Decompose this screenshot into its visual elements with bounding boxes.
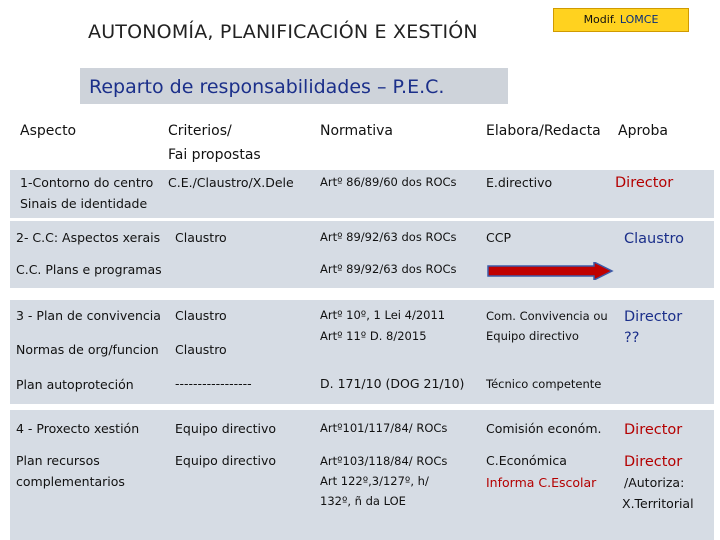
r5-criterios: Claustro	[175, 342, 227, 357]
r4-elabora-line1: Com. Convivencia ou	[486, 309, 608, 323]
r8-normativa-line1: Artº103/118/84/ ROCs	[320, 454, 448, 468]
r8-criterios: Equipo directivo	[175, 453, 277, 468]
r1-elabora: E.directivo	[486, 175, 553, 190]
r2-aproba: Claustro	[624, 231, 684, 247]
r8-aspecto-line2: complementarios	[16, 474, 125, 489]
page-title: AUTONOMÍA, PLANIFICACIÓN E XESTIÓN	[88, 21, 478, 43]
r7-normativa: Artº101/117/84/ ROCs	[320, 421, 448, 435]
r7-criterios: Equipo directivo	[175, 421, 277, 436]
col-header-criterios	[168, 120, 261, 166]
r4-elabora-line2: Equipo directivo	[486, 329, 579, 343]
r8-elabora-line1: C.Económica	[486, 453, 567, 468]
r1-normativa: Artº 86/89/60 dos ROCs	[320, 175, 457, 189]
badge-lomce: LOMCE	[619, 13, 659, 26]
r3-aspecto: C.C. Plans e programas	[16, 262, 162, 277]
col-header-criterios-line1: Criterios/	[168, 123, 232, 139]
col-header-criterios-line2: Fai propostas	[168, 147, 261, 163]
r6-normativa: D. 171/10 (DOG 21/10)	[320, 376, 465, 391]
r6-criterios: -----------------	[175, 376, 252, 391]
r8-aproba-line2: /Autoriza:	[624, 475, 685, 490]
col-header-normativa: Normativa	[320, 123, 394, 139]
r7-aproba: Director	[624, 422, 683, 438]
r6-elabora: Técnico competente	[486, 377, 602, 391]
r4-criterios: Claustro	[175, 308, 227, 323]
r2-criterios: Claustro	[175, 230, 227, 245]
r4-normativa-line1: Artº 10º, 1 Lei 4/2011	[320, 308, 446, 322]
r7-aspecto: 4 - Proxecto xestión	[16, 421, 140, 436]
col-header-elabora: Elabora/Redacta	[486, 123, 601, 139]
r2-aspecto: 2- C.C: Aspectos xerais	[16, 230, 161, 245]
r4-normativa-line2: Artº 11º D. 8/2015	[320, 329, 427, 343]
r8-aproba-line3: X.Territorial	[622, 496, 694, 511]
r8-aspecto-line1: Plan recursos	[16, 453, 100, 468]
col-header-aproba: Aproba	[618, 123, 668, 139]
r8-aproba-line1: Director	[624, 454, 683, 470]
page-subtitle: Reparto de responsabilidades – P.E.C.	[80, 68, 508, 104]
r2-elabora: CCP	[486, 230, 511, 245]
r1-aproba: Director	[615, 175, 674, 191]
r1-criterios: C.E./Claustro/X.Dele	[168, 175, 294, 190]
r8-normativa-line3: 132º, ñ da LOE	[320, 494, 406, 508]
modif-badge	[553, 8, 689, 32]
r1-aspecto-line2: Sinais de identidade	[20, 196, 148, 211]
r8-normativa-line2: Art 122º,3/127º, h/	[320, 474, 429, 488]
r4-aproba-line1: Director	[624, 309, 683, 325]
badge-prefix: Modif.	[583, 13, 617, 26]
r4-aspecto: 3 - Plan de convivencia	[16, 308, 161, 323]
r2-normativa: Artº 89/92/63 dos ROCs	[320, 230, 457, 244]
r8-elabora-line2: Informa C.Escolar	[486, 475, 597, 490]
r7-elabora: Comisión económ.	[486, 421, 602, 436]
r1-aspecto-line1: 1-Contorno do centro	[20, 175, 154, 190]
r6-aspecto: Plan autoproteción	[16, 377, 134, 392]
col-header-aspecto: Aspecto	[20, 123, 77, 139]
r3-normativa: Artº 89/92/63 dos ROCs	[320, 262, 457, 276]
r4-aproba-line2: ??	[624, 330, 640, 346]
arrow-right-icon	[486, 262, 614, 280]
r5-aspecto: Normas de org/funcion	[16, 342, 159, 357]
